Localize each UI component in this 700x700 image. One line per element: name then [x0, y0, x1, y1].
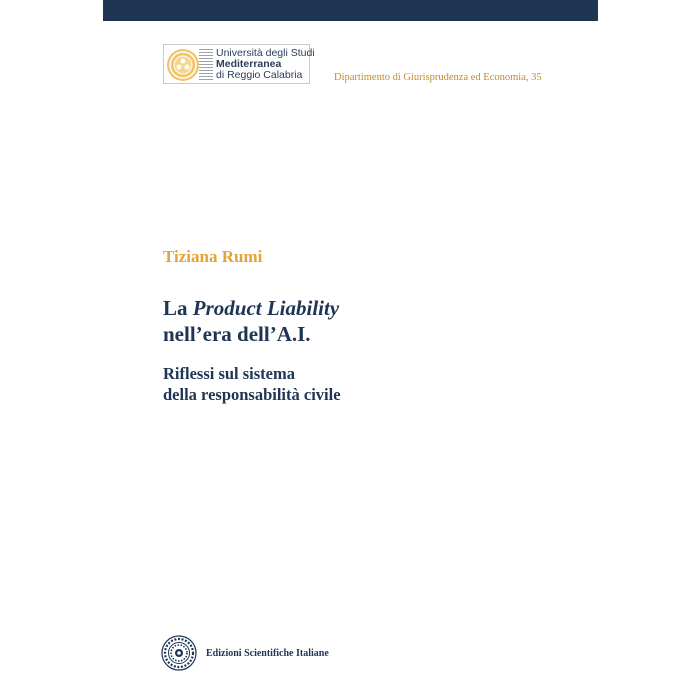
top-color-bar [103, 0, 598, 21]
book-cover [103, 0, 598, 700]
university-logo [163, 44, 315, 84]
book-title-line1 [163, 295, 339, 321]
book-subtitle-line1: Riflessi sul sistema [163, 364, 295, 383]
university-name-line1: Università degli Studi [216, 47, 315, 59]
series-label: Dipartimento di Giurisprudenza ed Economia, 35 [334, 72, 542, 83]
university-name-line3: di Reggio Calabria [216, 69, 303, 81]
author-name: Tiziana Rumi [163, 247, 263, 266]
book-title-line2: nell’era dell’A.I. [163, 322, 311, 346]
university-logo-stripes [199, 49, 213, 81]
university-name-line2: Mediterranea [216, 58, 282, 70]
book-subtitle-line2: della responsabilità civile [163, 385, 341, 404]
title-prefix: La [163, 296, 193, 320]
university-seal-icon [166, 48, 200, 82]
book-title [163, 295, 339, 347]
title-italic: Product Liability [192, 296, 340, 320]
book-subtitle [163, 363, 341, 405]
publisher-seal-icon [161, 635, 197, 671]
publisher-name: Edizioni Scientifiche Italiane [206, 648, 329, 659]
university-name [216, 48, 315, 81]
